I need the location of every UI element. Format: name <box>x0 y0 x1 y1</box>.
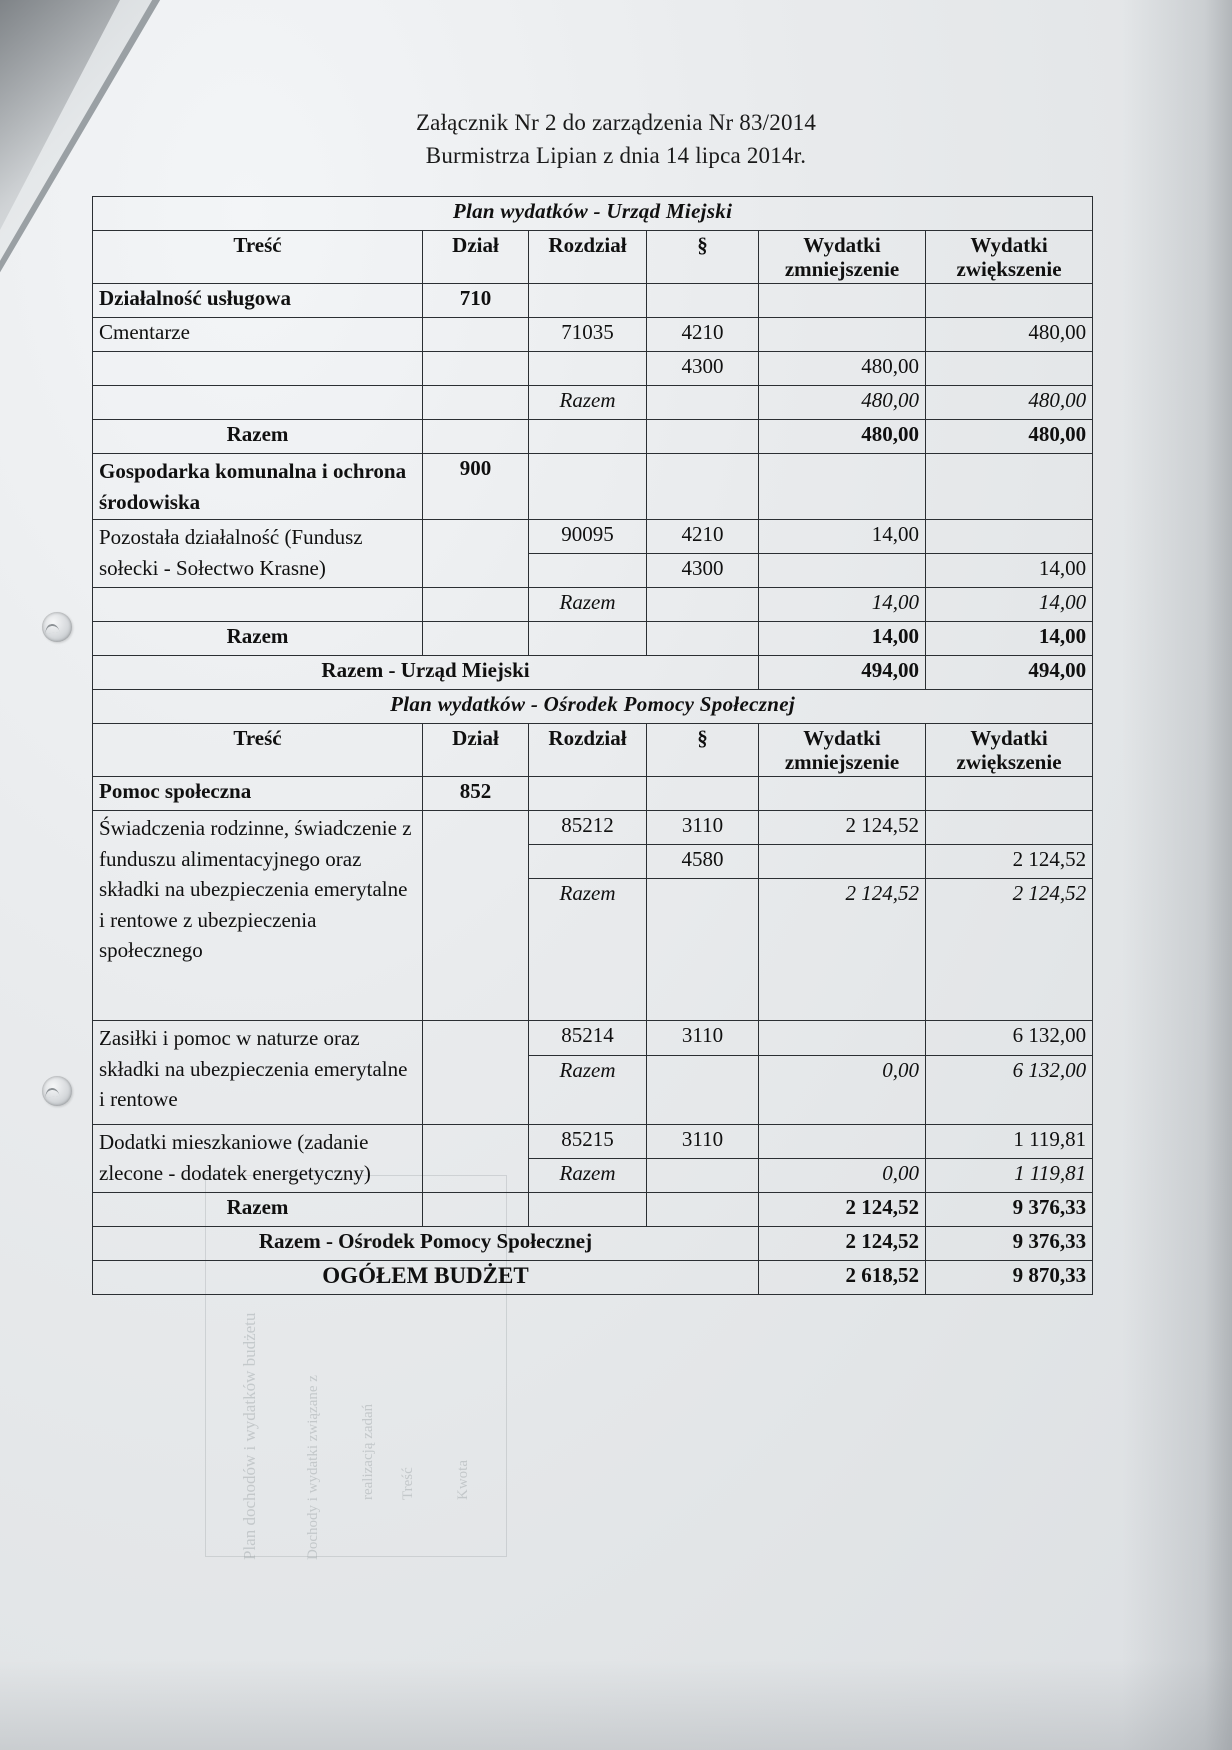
cell-dzial <box>423 520 529 588</box>
grand-total-zwiekszenie: 9 870,33 <box>926 1261 1093 1295</box>
cell-paragraf <box>647 386 759 420</box>
showthrough-text: Dochody i wydatki związane z <box>305 1375 321 1560</box>
cell-tresc: Razem <box>93 622 423 656</box>
cell-zmniejszenie <box>759 777 926 811</box>
cell-paragraf <box>647 454 759 520</box>
cell-paragraf <box>647 1193 759 1227</box>
cell-rozdzial: Razem <box>529 386 647 420</box>
showthrough-text: Treść <box>400 1467 416 1500</box>
cell-zwiekszenie: 6 132,00 <box>926 1056 1093 1125</box>
cell-rozdzial: Razem <box>529 1159 647 1193</box>
cell-zmniejszenie <box>759 318 926 352</box>
cell-zmniejszenie <box>759 554 926 588</box>
cell-tresc: Działalność usługowa <box>93 284 423 318</box>
cell-rozdzial: 90095 <box>529 520 647 554</box>
table-row <box>93 1021 1093 1056</box>
col-header-rozdzial: Rozdział <box>529 231 647 284</box>
total-zwiekszenie-ops: 9 376,33 <box>926 1227 1093 1261</box>
cell-zwiekszenie <box>926 811 1093 845</box>
cell-zwiekszenie <box>926 454 1093 520</box>
col-header-zwi-line2: zwiększenie <box>956 750 1062 775</box>
cell-zwiekszenie: 1 119,81 <box>926 1159 1093 1193</box>
cell-tresc <box>93 386 423 420</box>
col-header-paragraf: § <box>647 231 759 284</box>
cell-zwiekszenie <box>926 777 1093 811</box>
cell-zwiekszenie: 480,00 <box>926 420 1093 454</box>
col-header-rozdzial: Rozdział <box>529 724 647 777</box>
cell-zwiekszenie: 480,00 <box>926 386 1093 420</box>
cell-zmniejszenie: 0,00 <box>759 1056 926 1125</box>
col-header-dzial: Dział <box>423 231 529 284</box>
banner-urzad-miejski: Plan wydatków - Urząd Miejski <box>93 197 1093 231</box>
page-shadow-right <box>1122 0 1232 1750</box>
cell-zwiekszenie: 2 124,52 <box>926 845 1093 879</box>
cell-dzial: 900 <box>423 454 529 520</box>
cell-tresc: Cmentarze <box>93 318 423 352</box>
col-header-zwi-line1: Wydatki <box>970 726 1048 751</box>
table-row <box>93 454 1093 520</box>
col-header-zmn-line2: zmniejszenie <box>784 750 900 775</box>
cell-zwiekszenie: 2 124,52 <box>926 879 1093 1021</box>
cell-paragraf <box>647 284 759 318</box>
attachment-line-2: Burmistrza Lipian z dnia 14 lipca 2014r. <box>425 143 807 169</box>
cell-zmniejszenie: 2 124,52 <box>759 879 926 1021</box>
cell-rozdzial <box>529 622 647 656</box>
cell-zwiekszenie <box>926 520 1093 554</box>
cell-rozdzial <box>529 420 647 454</box>
cell-rozdzial <box>529 845 647 879</box>
total-zwiekszenie-urzad: 494,00 <box>926 656 1093 690</box>
table-banner-row <box>93 690 1093 724</box>
table-row-total-urzad <box>93 656 1093 690</box>
cell-paragraf <box>647 588 759 622</box>
cell-paragraf <box>647 420 759 454</box>
cell-tresc: Świadczenia rodzinne, świadczenie z funduszu alimentacyjnego oraz składki na ubezpieczenia emerytalne i rentowe z ubezpieczenia społecznego <box>93 811 423 1021</box>
cell-paragraf: 3110 <box>647 1125 759 1159</box>
page-shadow-bottom <box>0 1660 1232 1750</box>
table-row-grand-total <box>93 1261 1093 1295</box>
cell-paragraf: 3110 <box>647 1021 759 1056</box>
total-zmniejszenie-urzad: 494,00 <box>759 656 926 690</box>
cell-dzial <box>423 1125 529 1193</box>
cell-dzial <box>423 318 529 352</box>
cell-paragraf <box>647 1056 759 1125</box>
table-row-subtotal <box>93 420 1093 454</box>
col-header-paragraf: § <box>647 724 759 777</box>
punch-hole-icon <box>42 612 72 642</box>
col-header-zmn-line1: Wydatki <box>803 233 881 257</box>
table-row <box>93 588 1093 622</box>
cell-rozdzial: Razem <box>529 879 647 1021</box>
table-row-subtotal <box>93 1193 1093 1227</box>
col-header-zwi-line1: Wydatki <box>970 233 1048 257</box>
cell-zmniejszenie <box>759 845 926 879</box>
cell-zmniejszenie: 14,00 <box>759 588 926 622</box>
table-row <box>93 318 1093 352</box>
cell-zmniejszenie: 14,00 <box>759 520 926 554</box>
cell-zmniejszenie: 0,00 <box>759 1159 926 1193</box>
col-header-zmn-line2: zmniejszenie <box>784 257 900 282</box>
showthrough-text: realizacją zadań <box>360 1403 376 1500</box>
cell-rozdzial <box>529 352 647 386</box>
cell-dzial <box>423 811 529 1021</box>
total-label-urzad: Razem - Urząd Miejski <box>93 656 759 690</box>
cell-dzial: 710 <box>423 284 529 318</box>
table-row <box>93 777 1093 811</box>
cell-tresc: Dodatki mieszkaniowe (zadanie zlecone - dodatek energetyczny) <box>93 1125 423 1193</box>
expenditure-plan-table <box>92 196 1093 1295</box>
total-label-ops: Razem - Ośrodek Pomocy Społecznej <box>93 1227 759 1261</box>
col-header-wydatki-zwiekszenie <box>926 724 1093 777</box>
cell-paragraf: 4210 <box>647 318 759 352</box>
table-row <box>93 811 1093 845</box>
cell-rozdzial: 85212 <box>529 811 647 845</box>
cell-tresc: Pozostała działalność (Fundusz sołecki - Sołectwo Krasne) <box>93 520 423 588</box>
table-header-row <box>93 724 1093 777</box>
cell-zwiekszenie: 6 132,00 <box>926 1021 1093 1056</box>
cell-zmniejszenie <box>759 1021 926 1056</box>
table-row-total-ops <box>93 1227 1093 1261</box>
cell-zmniejszenie: 480,00 <box>759 386 926 420</box>
showthrough-text: Plan dochodów i wydatków budżetu <box>240 1312 259 1560</box>
cell-dzial <box>423 352 529 386</box>
cell-dzial <box>423 420 529 454</box>
total-zmniejszenie-ops: 2 124,52 <box>759 1227 926 1261</box>
cell-zmniejszenie: 480,00 <box>759 420 926 454</box>
cell-zmniejszenie: 2 124,52 <box>759 811 926 845</box>
cell-paragraf: 4580 <box>647 845 759 879</box>
table-row-subtotal <box>93 622 1093 656</box>
cell-zwiekszenie: 14,00 <box>926 554 1093 588</box>
cell-rozdzial: Razem <box>529 588 647 622</box>
col-header-zwi-line2: zwiększenie <box>956 257 1062 282</box>
cell-zwiekszenie: 480,00 <box>926 318 1093 352</box>
cell-rozdzial: 71035 <box>529 318 647 352</box>
cell-tresc: Razem <box>93 420 423 454</box>
cell-rozdzial <box>529 454 647 520</box>
cell-rozdzial: 85215 <box>529 1125 647 1159</box>
cell-zmniejszenie: 2 124,52 <box>759 1193 926 1227</box>
table-row <box>93 284 1093 318</box>
cell-paragraf <box>647 879 759 1021</box>
cell-zwiekszenie: 14,00 <box>926 622 1093 656</box>
cell-paragraf: 4210 <box>647 520 759 554</box>
cell-paragraf <box>647 622 759 656</box>
cell-dzial <box>423 1193 529 1227</box>
cell-zwiekszenie: 1 119,81 <box>926 1125 1093 1159</box>
cell-tresc: Pomoc społeczna <box>93 777 423 811</box>
col-header-wydatki-zmniejszenie <box>759 231 926 284</box>
cell-paragraf <box>647 1159 759 1193</box>
col-header-wydatki-zmniejszenie <box>759 724 926 777</box>
grand-total-label: OGÓŁEM BUDŻET <box>93 1261 759 1295</box>
cell-rozdzial <box>529 777 647 811</box>
table-row <box>93 1125 1093 1159</box>
col-header-wydatki-zwiekszenie <box>926 231 1093 284</box>
cell-rozdzial: 85214 <box>529 1021 647 1056</box>
cell-dzial <box>423 588 529 622</box>
expenditure-plan-table-wrapper <box>92 196 1092 1295</box>
cell-rozdzial <box>529 1193 647 1227</box>
cell-tresc: Zasiłki i pomoc w naturze oraz składki na ubezpieczenia emerytalne i rentowe <box>93 1021 423 1125</box>
cell-rozdzial <box>529 284 647 318</box>
col-header-tresc: Treść <box>93 724 423 777</box>
cell-rozdzial: Razem <box>529 1056 647 1125</box>
cell-zwiekszenie <box>926 352 1093 386</box>
cell-zmniejszenie <box>759 284 926 318</box>
cell-dzial <box>423 386 529 420</box>
cell-zwiekszenie: 14,00 <box>926 588 1093 622</box>
table-row <box>93 386 1093 420</box>
showthrough-text: Kwota <box>455 1460 471 1500</box>
grand-total-zmniejszenie: 2 618,52 <box>759 1261 926 1295</box>
cell-tresc: Razem <box>93 1193 423 1227</box>
cell-zmniejszenie <box>759 1125 926 1159</box>
table-row <box>93 352 1093 386</box>
attachment-line-1: Załącznik Nr 2 do zarządzenia Nr 83/2014 <box>415 110 817 135</box>
cell-zmniejszenie: 14,00 <box>759 622 926 656</box>
cell-dzial <box>423 1021 529 1125</box>
cell-paragraf: 4300 <box>647 554 759 588</box>
cell-tresc: Gospodarka komunalna i ochrona środowiska <box>93 454 423 520</box>
document-header <box>0 106 1232 173</box>
table-header-row <box>93 231 1093 284</box>
cell-paragraf: 4300 <box>647 352 759 386</box>
cell-paragraf: 3110 <box>647 811 759 845</box>
cell-tresc <box>93 588 423 622</box>
cell-dzial <box>423 622 529 656</box>
col-header-tresc: Treść <box>93 231 423 284</box>
cell-tresc <box>93 352 423 386</box>
cell-dzial: 852 <box>423 777 529 811</box>
cell-rozdzial <box>529 554 647 588</box>
table-banner-row <box>93 197 1093 231</box>
cell-zwiekszenie <box>926 284 1093 318</box>
cell-paragraf <box>647 777 759 811</box>
col-header-dzial: Dział <box>423 724 529 777</box>
col-header-zmn-line1: Wydatki <box>803 726 881 751</box>
banner-osrodek-pomocy: Plan wydatków - Ośrodek Pomocy Społecznej <box>93 690 1093 724</box>
cell-zmniejszenie <box>759 454 926 520</box>
cell-zwiekszenie: 9 376,33 <box>926 1193 1093 1227</box>
table-row <box>93 520 1093 554</box>
cell-zmniejszenie: 480,00 <box>759 352 926 386</box>
punch-hole-icon <box>42 1076 72 1106</box>
